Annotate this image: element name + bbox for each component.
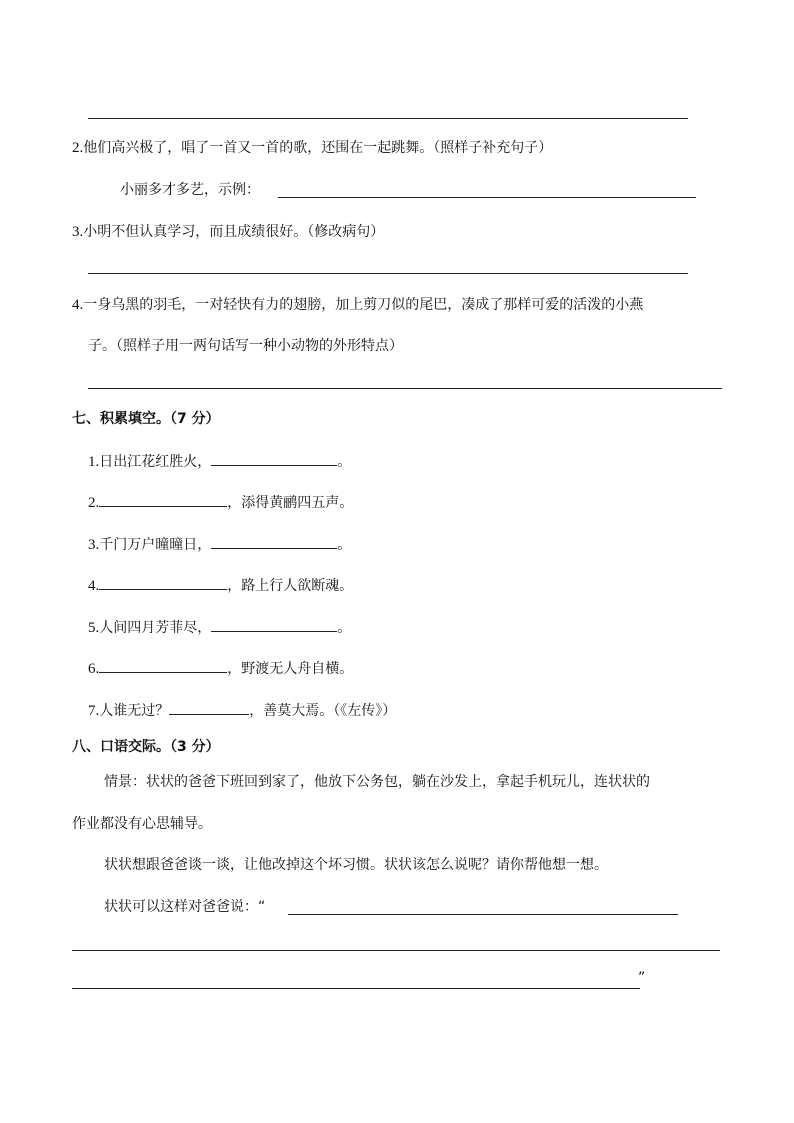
fill-blank[interactable]	[99, 658, 227, 673]
scenario-text: 作业都没有心思辅导。	[72, 816, 212, 832]
prompt-text: 状状可以这样对爸爸说：“	[104, 899, 266, 915]
item-number: 6.	[88, 661, 100, 677]
item-text-before: 千门万户曈曈日，	[99, 537, 212, 553]
question-2-prompt	[120, 180, 260, 200]
fill-item-7	[88, 700, 396, 721]
question-text: 小明不但认真学习，而且成绩很好。（修改病句）	[83, 224, 385, 240]
answer-line[interactable]	[72, 950, 720, 951]
item-text-after: 。	[337, 620, 352, 636]
question-2	[72, 138, 552, 158]
fill-blank[interactable]	[169, 700, 249, 715]
answer-prompt	[104, 897, 265, 917]
scenario-paragraph-line2	[72, 814, 212, 834]
item-text-after: ，路上行人欲断魂。	[227, 578, 354, 594]
section-7-title: 七、积累填空。（7 分）	[72, 411, 220, 427]
fill-blank[interactable]	[99, 492, 227, 507]
question-number: 2.	[72, 140, 84, 156]
fill-item-5	[88, 617, 351, 638]
item-number: 2.	[88, 495, 100, 511]
item-number: 3.	[88, 537, 100, 553]
prompt-text: 小丽多才多艺，示例：	[120, 182, 260, 198]
answer-line[interactable]	[88, 388, 722, 389]
fill-item-4	[88, 575, 353, 596]
item-text-after: ，善莫大焉。（《左传》）	[249, 703, 397, 719]
question-4	[72, 295, 643, 315]
fill-blank[interactable]	[211, 451, 337, 466]
item-text-after: 。	[337, 454, 352, 470]
item-text-before: 人谁无过？	[99, 703, 170, 719]
fill-blank[interactable]	[99, 575, 227, 590]
item-number: 5.	[88, 620, 100, 636]
answer-line[interactable]	[278, 197, 696, 198]
closing-quote: ”	[638, 970, 646, 986]
item-text-before: 日出江花红胜火，	[99, 454, 212, 470]
question-text: 一身乌黑的羽毛，一对轻快有力的翅膀，加上剪刀似的尾巴，凑成了那样可爱的活泼的小燕	[83, 297, 644, 313]
item-number: 1.	[88, 454, 100, 470]
question-3	[72, 222, 384, 242]
scenario-paragraph-line1	[104, 772, 650, 792]
item-text-after: ，野渡无人舟自横。	[227, 661, 354, 677]
scenario-text: 情景：状状的爸爸下班回到家了，他放下公务包，躺在沙发上，拿起手机玩儿，连状状的	[104, 774, 650, 790]
fill-blank[interactable]	[211, 534, 337, 549]
item-text-after: ，添得黄鹂四五声。	[227, 495, 354, 511]
fill-item-2	[88, 492, 353, 513]
question-text: 子。（照样子用一两句话写一种小动物的外形特点）	[88, 338, 403, 354]
fill-item-1	[88, 451, 351, 472]
item-text-after: 。	[337, 537, 352, 553]
fill-item-6	[88, 658, 353, 679]
task-text: 状状想跟爸爸谈一谈，让他改掉这个坏习惯。状状该怎么说呢？请你帮他想一想。	[104, 857, 608, 873]
answer-line[interactable]	[72, 988, 640, 989]
question-number: 3.	[72, 224, 84, 240]
item-number: 7.	[88, 703, 100, 719]
question-number: 4.	[72, 297, 84, 313]
answer-line[interactable]	[88, 273, 688, 274]
section-8-title: 八、口语交际。（3 分）	[72, 739, 220, 755]
task-paragraph	[104, 855, 608, 875]
question-text: 他们高兴极了，唱了一首又一首的歌，还围在一起跳舞。（照样子补充句子）	[83, 140, 553, 156]
answer-line[interactable]	[88, 118, 688, 119]
fill-item-3	[88, 534, 351, 555]
question-4-continued	[88, 336, 403, 356]
fill-blank[interactable]	[211, 617, 337, 632]
item-text-before: 人间四月芳菲尽，	[99, 620, 212, 636]
answer-line[interactable]	[288, 914, 678, 915]
item-number: 4.	[88, 578, 100, 594]
